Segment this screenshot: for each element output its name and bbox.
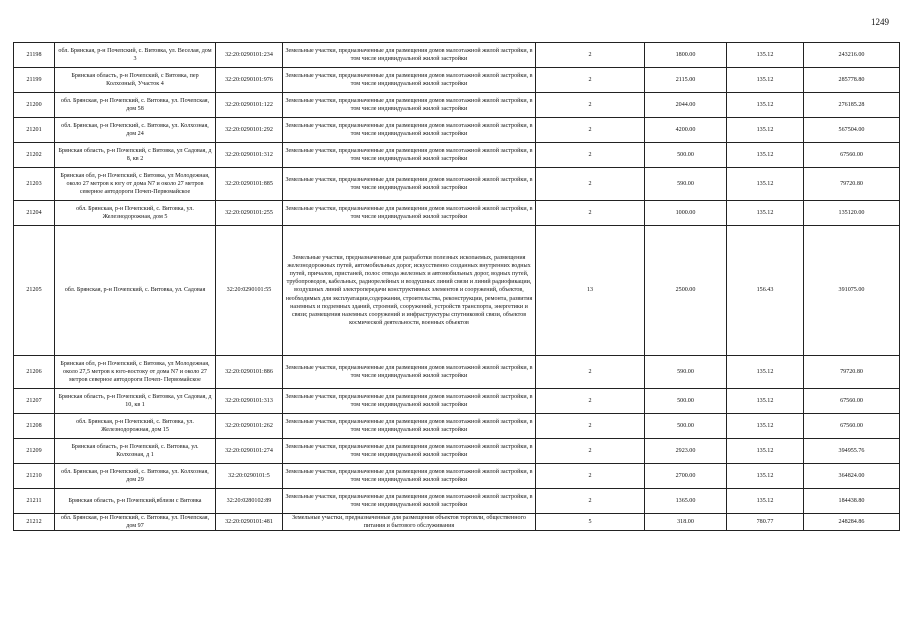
registry-table-body [14,43,900,531]
permitted-use-cell: Земельные участки, предназначенные для размещения домов малоэтажной жилой застройки, в том числе индивидуальной жилой застройки [283,389,536,414]
specific-value-cell: 135.12 [727,389,804,414]
cadastral-number-cell: 32:20:0290101:886 [216,356,283,389]
use-group-cell: 2 [536,118,645,143]
permitted-use-cell: Земельные участки, предназначенные для размещения домов малоэтажной жилой застройки, в том числе индивидуальной жилой застройки [283,68,536,93]
area-cell: 2115.00 [645,68,727,93]
use-group-cell: 2 [536,143,645,168]
cadastral-number-cell: 32:20:0290101:234 [216,43,283,68]
table-row [14,201,900,226]
cadastral-value-cell: 248284.86 [804,514,900,531]
cadastral-number-cell: 32:20:0290101:481 [216,514,283,531]
area-cell: 2500.00 [645,226,727,356]
table-row [14,118,900,143]
permitted-use-cell: Земельные участки, предназначенные для размещения домов малоэтажной жилой застройки, в том числе индивидуальной жилой застройки [283,439,536,464]
table-row [14,439,900,464]
row-number-cell: 21210 [14,464,55,489]
use-group-cell: 2 [536,414,645,439]
use-group-cell: 2 [536,356,645,389]
use-group-cell: 2 [536,168,645,201]
area-cell: 500.00 [645,143,727,168]
specific-value-cell: 135.12 [727,439,804,464]
specific-value-cell: 135.12 [727,464,804,489]
use-group-cell: 13 [536,226,645,356]
table-row [14,226,900,356]
permitted-use-cell: Земельные участки, предназначенные для размещения домов малоэтажной жилой застройки, в том числе индивидуальной жилой застройки [283,168,536,201]
address-cell: обл. Брянская, р-н Почепский, с. Витовка, ул. Железнодорожная, дом 5 [55,201,216,226]
row-number-cell: 21199 [14,68,55,93]
use-group-cell: 2 [536,439,645,464]
cadastral-value-cell: 364824.00 [804,464,900,489]
specific-value-cell: 135.12 [727,93,804,118]
cadastral-number-cell: 32:20:0290101:255 [216,201,283,226]
area-cell: 2700.00 [645,464,727,489]
cadastral-number-cell: 32:20:0290101:122 [216,93,283,118]
table-row [14,389,900,414]
permitted-use-cell: Земельные участки, предназначенные для размещения домов малоэтажной жилой застройки, в том числе индивидуальной жилой застройки [283,489,536,514]
area-cell: 4200.00 [645,118,727,143]
area-cell: 590.00 [645,356,727,389]
address-cell: Брянская область, р-н Почепский, с Витовка, ул Садовая, д 10, кв 1 [55,389,216,414]
area-cell: 500.00 [645,389,727,414]
table-row [14,43,900,68]
table-row [14,514,900,531]
row-number-cell: 21208 [14,414,55,439]
specific-value-cell: 135.12 [727,43,804,68]
address-cell: Брянская обл, р-н Почепский, с Витовка, ул Молодежная, около 27,5 метров к юго-востоку от дома N7 и около 27 метров северное автодороги Почеп- Первомайское [55,356,216,389]
address-cell: обл. Брянская, р-н Почепский, с. Витовка, ул. Железнодорожная, дом 15 [55,414,216,439]
address-cell: обл. Брянская, р-н Почепский, с. Витовка, ул. Садовая [55,226,216,356]
area-cell: 318.00 [645,514,727,531]
permitted-use-cell: Земельные участки, предназначенные для размещения домов малоэтажной жилой застройки, в том числе индивидуальной жилой застройки [283,118,536,143]
permitted-use-cell: Земельные участки, предназначенные для размещения домов малоэтажной жилой застройки, в том числе индивидуальной жилой застройки [283,356,536,389]
table-row [14,356,900,389]
address-cell: Брянская область, р-н Почепский, с Витовка, пер Колхозный, Участок 4 [55,68,216,93]
specific-value-cell: 135.12 [727,414,804,439]
cadastral-value-cell: 79720.80 [804,356,900,389]
cadastral-value-cell: 276185.28 [804,93,900,118]
area-cell: 500.00 [645,414,727,439]
specific-value-cell: 135.12 [727,168,804,201]
row-number-cell: 21206 [14,356,55,389]
address-cell: обл. Брянская, р-н Почепский, с. Витовка, ул. Колхозная, дом 29 [55,464,216,489]
cadastral-number-cell: 32:20:0290101:274 [216,439,283,464]
cadastral-value-cell: 243216.00 [804,43,900,68]
area-cell: 1000.00 [645,201,727,226]
row-number-cell: 21203 [14,168,55,201]
address-cell: обл. Брянская, р-н Почепский, с. Витовка, ул. Колхозная, дом 24 [55,118,216,143]
use-group-cell: 5 [536,514,645,531]
use-group-cell: 2 [536,68,645,93]
cadastral-number-cell: 32:20:0290101:292 [216,118,283,143]
address-cell: Брянская обл, р-н Почепский, с Витовка, ул Молодежная, около 27 метров к югу от дома N7 и около 27 метров северное автодороги Почеп-Первомайское [55,168,216,201]
row-number-cell: 21202 [14,143,55,168]
use-group-cell: 2 [536,93,645,118]
cadastral-value-cell: 285778.80 [804,68,900,93]
table-row [14,168,900,201]
address-cell: Брянская область, р-н Почепский, с. Витовка, ул. Колхозная, д 1 [55,439,216,464]
permitted-use-cell: Земельные участки, предназначенные для разработки полезных ископаемых, размещения железнодорожных путей, автомобильных дорог, искусственно созданных внутренних водных путей, причалов, пристаней, полос отвода железных и автомобильных дорог, водных путей, трубопроводов, кабельных, радиорелейных и воздушных линий связи и линий радиофикации, воздушных линий электропередачи конструктивных элементов и сооружений, объектов, необходимых для эксплуатации,содержания, строительства, реконструкции, ремонта, развития наземных и подземных зданий, строений, сооружений, устройств транспорта, энергетики и связи; размещения наземных сооружений и инфраструктуры спутниковой связи, объектов космической деятельности, военных объектов [283,226,536,356]
address-cell: обл. Брянская, р-н Почепский, с. Витовка, ул. Почепская, дом 97 [55,514,216,531]
cadastral-number-cell: 32:20:0290101:885 [216,168,283,201]
cadastral-number-cell: 32:20:0290101:976 [216,68,283,93]
permitted-use-cell: Земельные участки, предназначенные для размещения домов малоэтажной жилой застройки, в том числе индивидуальной жилой застройки [283,143,536,168]
table-row [14,489,900,514]
area-cell: 590.00 [645,168,727,201]
row-number-cell: 21204 [14,201,55,226]
address-cell: Брянская область, р-н Почепский,вблизи с Витовка [55,489,216,514]
use-group-cell: 2 [536,201,645,226]
table-row [14,143,900,168]
area-cell: 1365.00 [645,489,727,514]
row-number-cell: 21212 [14,514,55,531]
permitted-use-cell: Земельные участки, предназначенные для размещения домов малоэтажной жилой застройки, в том числе индивидуальной жилой застройки [283,201,536,226]
use-group-cell: 2 [536,489,645,514]
cadastral-value-cell: 67560.00 [804,143,900,168]
row-number-cell: 21211 [14,489,55,514]
specific-value-cell: 156.43 [727,226,804,356]
specific-value-cell: 135.12 [727,118,804,143]
specific-value-cell: 135.12 [727,68,804,93]
cadastral-value-cell: 394955.76 [804,439,900,464]
cadastral-value-cell: 67560.00 [804,389,900,414]
permitted-use-cell: Земельные участки, предназначенные для размещения домов малоэтажной жилой застройки, в том числе индивидуальной жилой застройки [283,43,536,68]
use-group-cell: 2 [536,43,645,68]
cadastral-number-cell: 32:20:0280102:89 [216,489,283,514]
table-row [14,414,900,439]
cadastral-value-cell: 567504.00 [804,118,900,143]
use-group-cell: 2 [536,464,645,489]
use-group-cell: 2 [536,389,645,414]
cadastral-value-cell: 135120.00 [804,201,900,226]
permitted-use-cell: Земельные участки, предназначенные для размещения домов малоэтажной жилой застройки, в том числе индивидуальной жилой застройки [283,464,536,489]
address-cell: Брянская область, р-н Почепский, с Витовка, ул Садовая, д 8, кв 2 [55,143,216,168]
cadastral-number-cell: 32:20:0290101:313 [216,389,283,414]
cadastral-value-cell: 184438.80 [804,489,900,514]
specific-value-cell: 135.12 [727,201,804,226]
cadastral-number-cell: 32:20:0290101:262 [216,414,283,439]
cadastral-value-cell: 67560.00 [804,414,900,439]
permitted-use-cell: Земельные участки, предназначенные для размещения объектов торговли, общественного питания и бытового обслуживания [283,514,536,531]
address-cell: обл. Брянская, р-н Почепский, с. Витовка, ул. Почепская, дом 58 [55,93,216,118]
cadastral-number-cell: 32:20:0290101:5 [216,464,283,489]
row-number-cell: 21207 [14,389,55,414]
area-cell: 2044.00 [645,93,727,118]
cadastral-number-cell: 32:20:0290101:312 [216,143,283,168]
row-number-cell: 21201 [14,118,55,143]
row-number-cell: 21209 [14,439,55,464]
table-row [14,93,900,118]
table-row [14,464,900,489]
row-number-cell: 21198 [14,43,55,68]
row-number-cell: 21205 [14,226,55,356]
cadastral-value-cell: 391075.00 [804,226,900,356]
land-registry-table [13,42,900,531]
row-number-cell: 21200 [14,93,55,118]
specific-value-cell: 135.12 [727,489,804,514]
permitted-use-cell: Земельные участки, предназначенные для размещения домов малоэтажной жилой застройки, в том числе индивидуальной жилой застройки [283,93,536,118]
address-cell: обл. Брянская, р-н Почепский, с. Витовка, ул. Веселая, дом 3 [55,43,216,68]
page-number: 1249 [871,17,889,27]
specific-value-cell: 135.12 [727,143,804,168]
table-row [14,68,900,93]
area-cell: 2923.00 [645,439,727,464]
cadastral-value-cell: 79720.80 [804,168,900,201]
area-cell: 1800.00 [645,43,727,68]
specific-value-cell: 135.12 [727,356,804,389]
permitted-use-cell: Земельные участки, предназначенные для размещения домов малоэтажной жилой застройки, в том числе индивидуальной жилой застройки [283,414,536,439]
cadastral-number-cell: 32:20:0290101:55 [216,226,283,356]
specific-value-cell: 780.77 [727,514,804,531]
